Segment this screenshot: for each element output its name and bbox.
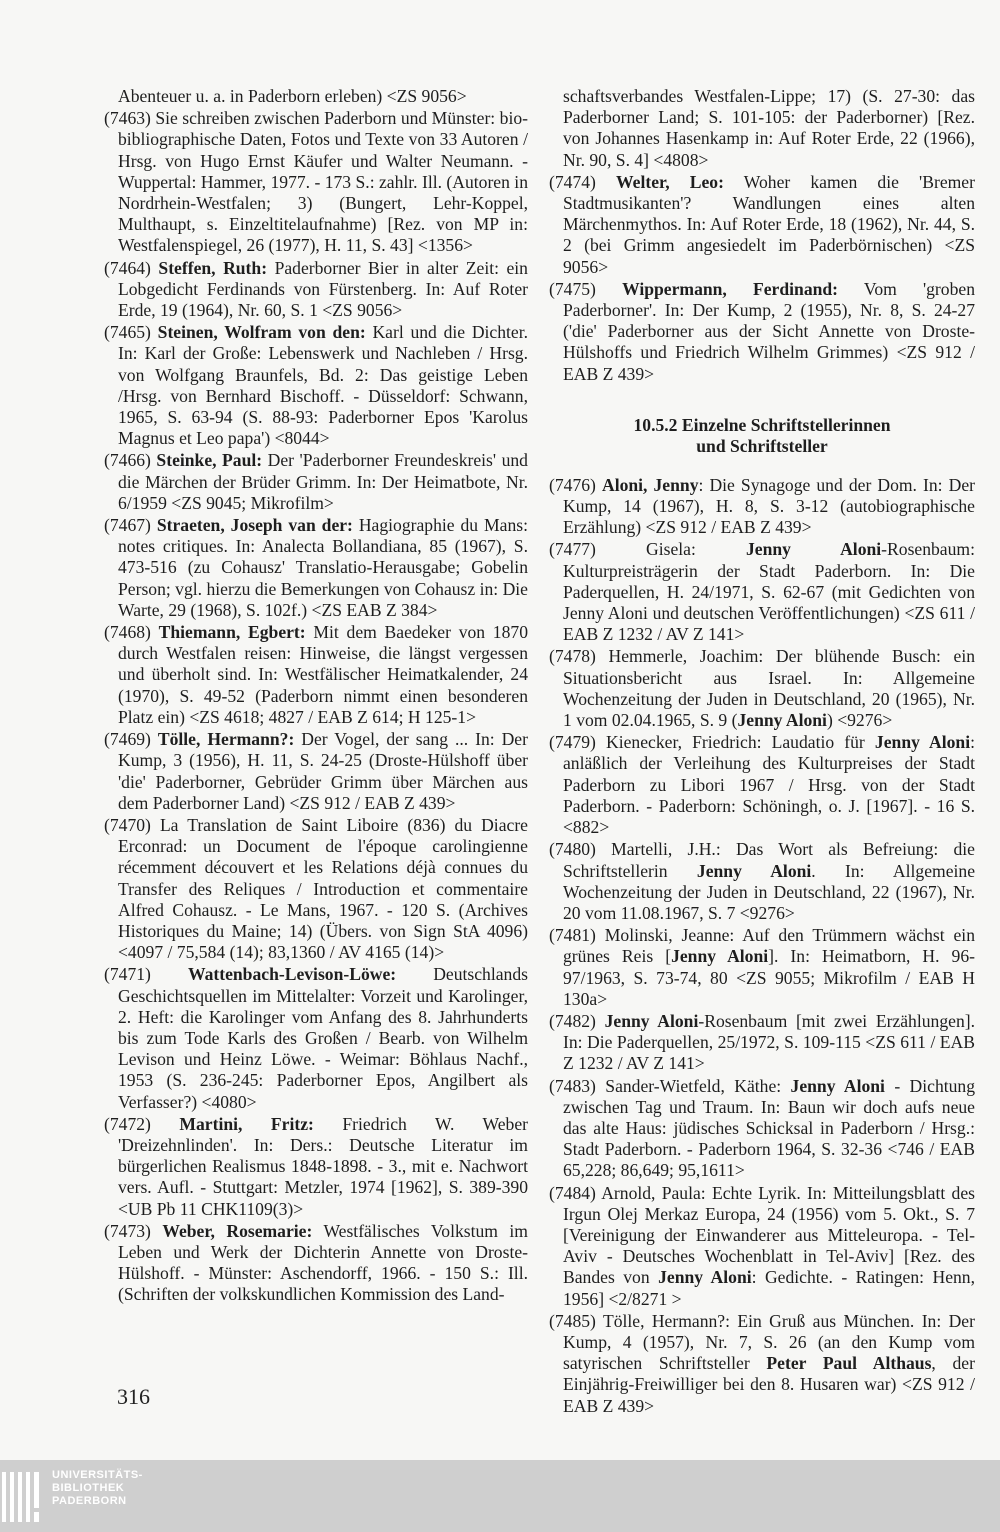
bibliography-entry (104, 1221, 528, 1306)
entry-author: Martini, Fritz: (179, 1113, 314, 1134)
entry-author: Wippermann, Ferdinand: (622, 278, 839, 299)
page-number: 316 (117, 1384, 150, 1409)
entry-number: (7478) (549, 646, 596, 667)
entry-text: Paderborner Bier in alter Zeit: ein Lobgedicht Ferdinands von Fürstenberg. In: Auf Roter Erde, 19 (1964), Nr. 60, S. 1 <ZS 9056> (118, 257, 528, 321)
bibliography-entry (549, 839, 975, 924)
bibliography-entry (549, 925, 975, 1010)
entry-number: (7474) (549, 171, 596, 192)
bibliography-entry (104, 108, 528, 256)
entry-number: (7485) (549, 1310, 596, 1331)
entry-text: Kienecker, Friedrich: Laudatio für Jenny Aloni: anläßlich der Verleihung des Kulturpreises der Stadt Paderborn zu Libori 1967 / Hrsg. von der Stadt Paderborn. - Paderborn: Schöningh, o. J. [1967]. - 16 S. <882> (563, 732, 975, 838)
entry-author: Steinke, Paul: (156, 450, 263, 471)
library-logo-icon (0, 1472, 46, 1522)
entry-author: Thiemann, Egbert: (158, 622, 306, 643)
library-name (52, 1469, 143, 1508)
entry-author: Straeten, Joseph van der: (156, 515, 353, 536)
entry-author: Wattenbach-Levison-Löwe: (187, 964, 397, 985)
entry-text: Der Vogel, der sang ... In: Der Kump, 3 (1956), H. 11, S. 24-25 (Droste-Hülshoff über 'die' Paderborner, Gebrüder Grimm über Märchen aus dem Paderborner Land) <ZS 912 / EAB Z 439> (118, 729, 528, 813)
library-name-line2: BIBLIOTHEK (52, 1482, 125, 1494)
bibliography-entry (549, 539, 975, 645)
entry-number: (7468) (104, 622, 151, 643)
entry-text: Karl und die Dichter. In: Karl der Große: Lebenswerk und Nachleben / Hrsg. von Wolfgang Braunfels, Bd. 2: Das geistige Leben /Hrsg. von Bernhard Bischoff. - Düsseldorf: Schwann, 1965, S. 63-94 (S. 88-93: Paderborner Epos 'Karolus Magnus et Leo papa') <8044> (118, 322, 529, 449)
entry-text: Martelli, J.H.: Das Wort als Befreiung: die Schriftstellerin Jenny Aloni. In: Allgemeine Wochenzeitung der Juden in Deutschland, 22 (1967), Nr. 20 vom 11.08.1967, S. 7 <9276> (563, 839, 975, 923)
entry-number: (7463) (104, 108, 151, 129)
right-column (549, 86, 975, 1418)
bibliography-entry (549, 279, 975, 385)
bibliography-entry (549, 1011, 975, 1075)
right-column-entries-bottom (549, 475, 975, 1417)
section-heading-line1: 10.5.2 Einzelne Schriftstellerinnen (633, 414, 891, 435)
bibliography-entry (104, 729, 528, 814)
entry-text: Woher kamen die 'Bremer Stadtmusikanten'? Wandlungen eines alten Märchenmythos. In: Auf Roter Erde, 18 (1962), Nr. 44, S. 2 (bei Grimm angesiedelt im Paderbörnischen) <ZS 9056> (563, 171, 975, 277)
entry-number: (7473) (104, 1220, 151, 1241)
bibliography-entry (104, 86, 528, 107)
entry-author: Steffen, Ruth: (158, 257, 268, 278)
entry-number: (7472) (104, 1113, 151, 1134)
entry-number: (7466) (104, 450, 151, 471)
entry-number: (7476) (549, 474, 596, 495)
entry-text: Westfälisches Volkstum im Leben und Werk der Dichterin Annette von Droste-Hülshoff. - Münster: Aschendorff, 1966. - 150 S.: Ill. (Schriften der volkskundlichen Kommission des Land- (118, 1220, 528, 1305)
entry-number: (7477) (549, 539, 596, 560)
entry-number: (7469) (104, 729, 151, 750)
bibliography-entry (104, 964, 528, 1112)
entry-text: Friedrich W. Weber 'Dreizehnlinden'. In: Ders.: Deutsche Literatur im bürgerlichen Realismus 1848-1898. - 3., mit e. Nachwort vers. Aufl. - Stuttgart: Metzler, 1974 [1962], S. 389-390 <UB Pb 11 CHK1109(3)> (118, 1113, 529, 1219)
bibliography-entry (104, 258, 528, 322)
entry-text: Jenny Aloni-Rosenbaum [mit zwei Erzählungen]. In: Die Paderquellen, 25/1972, S. 109-115 <ZS 611 / EAB Z 1232 / AV Z 141> (563, 1010, 975, 1074)
bibliography-entry (104, 322, 528, 449)
entry-text: Hemmerle, Joachim: Der blühende Busch: ein Situationsbericht aus Israel. In: Allgemeine Wochenzeitung der Juden in Deutschland, 20 (1965), Nr. 1 vom 02.04.1965, S. 9 (Jenny Aloni) <9276> (563, 646, 976, 731)
bibliography-entry (549, 1183, 975, 1310)
bibliography-entry (104, 450, 528, 514)
entry-text: schaftsverbandes Westfalen-Lippe; 17) (S. 27-30: das Paderborner Land; S. 101-105: der Paderborner) [Rez. von Johannes Hasenkamp in: Auf Roter Erde, 22 (1966), Nr. 90, S. 4] <4808> (563, 86, 975, 170)
entry-number: (7471) (104, 964, 151, 985)
entry-number: (7483) (549, 1075, 596, 1096)
entry-number: (7481) (549, 925, 596, 946)
bibliography-entry (549, 732, 975, 838)
section-heading-line2: und Schriftsteller (696, 435, 828, 456)
entry-number: (7465) (104, 322, 151, 343)
entry-number: (7464) (104, 257, 151, 278)
bibliography-entry (549, 86, 975, 171)
bibliography-entry (549, 646, 975, 731)
entry-author: Welter, Leo: (616, 171, 724, 192)
entry-text: Tölle, Hermann?: Ein Gruß aus München. In: Der Kump, 4 (1957), Nr. 7, S. 26 (an den Kump vom satyrischen Schriftsteller Peter Paul Althaus, der Einjährig-Freiwilliger bei den 8. Husaren war) <ZS 912 / EAB Z 439> (563, 1310, 975, 1416)
left-column (104, 86, 528, 1307)
entry-text: Arnold, Paula: Echte Lyrik. In: Mitteilungsblatt des Irgun Olej Merkaz Europa, 24 (1956) vom 5. Okt., S. 7 [Vereinigung der Einwanderer aus Mitteleuropa. - Tel-Aviv - Deutsches Wochenblatt in Tel-Aviv] [Rez. des Bandes von Jenny Aloni: Gedichte. - Ratingen: Henn, 1956] <2/8271 > (563, 1182, 976, 1309)
entry-number: (7482) (549, 1010, 596, 1031)
entry-number: (7480) (549, 839, 596, 860)
library-footer (0, 1460, 1000, 1532)
entry-number: (7484) (549, 1182, 596, 1203)
entry-author: Tölle, Hermann?: (157, 729, 295, 750)
bibliography-entry (104, 1114, 528, 1220)
entry-number: (7479) (549, 732, 596, 753)
section-heading (549, 415, 975, 457)
library-name-line1: UNIVERSITÄTS- (52, 1469, 143, 1481)
entry-number: (7467) (104, 515, 151, 536)
entry-text: Deutschlands Geschichtsquellen im Mittelalter: Vorzeit und Karolinger, 2. Heft: die Karolinger vom Anfang des 8. Jahrhunderts bis zum Tode Karls des Großen / Bearb. von Wilhelm Levison und Heinz Löwe. - Weimar: Böhlaus Nachf., 1953 (S. 236-245: Paderborner Epos, Angilbert als Verfasser?) <4080> (118, 964, 528, 1112)
entry-text: Vom 'groben Paderborner'. In: Der Kump, 2 (1955), Nr. 8, S. 24-27 ('die' Paderborner aus der Sicht Annette von Droste-Hülshoffs und Friedrich Wilhelm Grimmes) <ZS 912 / EAB Z 439> (563, 278, 975, 384)
entry-text: Sander-Wietfeld, Käthe: Jenny Aloni - Dichtung zwischen Tag und Traum. In: Baun wir doch aufs neue das alte Haus: jüdisches Schicksal in Paderborn / Hrsg.: Stadt Paderborn. - Paderborn 1964, S. 32-36 <746 / EAB 65,228; 86,649; 95,1611> (563, 1075, 976, 1181)
entry-text: Sie schreiben zwischen Paderborn und Münster: bio-bibliographische Daten, Fotos und Texte von 33 Autoren / Hrsg. von Hugo Ernst Käufer und Walter Neumann. - Wuppertal: Hammer, 1977. - 173 S.: zahlr. Ill. (Autoren in Nordrhein-Westfalen; 3) (Bungert, Lehr-Koppel, Multhaupt, s. Einzeltitelaufnahme) [Rez. von MP in: Westfalenspiegel, 26 (1977), H. 11, S. 43] <1356> (118, 108, 528, 256)
bibliography-entry (104, 622, 528, 728)
bibliography-entry (549, 1311, 975, 1417)
bibliography-entry (549, 475, 975, 539)
entry-text: Gisela: Jenny Aloni-Rosenbaum: Kulturpreisträgerin der Stadt Paderborn. In: Die Paderquellen, H. 24/1971, S. 62-67 (mit Gedichten von Jenny Aloni und deutschen Veröffentlichungen) <ZS 611 / EAB Z 1232 / AV Z 141> (563, 539, 975, 645)
entry-text: Abenteuer u. a. in Paderborn erleben) <ZS 9056> (118, 86, 467, 106)
library-name-line3: PADERBORN (52, 1495, 127, 1507)
entry-text: Hagiographie du Mans: notes critiques. In: Analecta Bollandiana, 85 (1967), S. 473-516 (zu Cohausz' Translatio-Herausgabe; Gobelin Person; vgl. hierzu die Bemerkungen von Cohausz in: Die Warte, 29 (1968), S. 102f.) <ZS EAB Z 384> (118, 515, 528, 620)
entry-text: Molinski, Jeanne: Auf den Trümmern wächst ein grünes Reis [Jenny Aloni]. In: Heimatborn, H. 96-97/1963, S. 73-74, 80 <ZS 9055; Mikrofilm / EAB H 130a> (563, 925, 975, 1009)
entry-number: (7470) (104, 814, 151, 835)
bibliography-entry (104, 815, 528, 963)
bibliography-entry (549, 172, 975, 278)
bibliography-entry (549, 1076, 975, 1182)
entry-author: Steinen, Wolfram von den: (157, 322, 366, 343)
entry-text: Der 'Paderborner Freundeskreis' und die Märchen der Brüder Grimm. In: Der Heimatbote, Nr. 6/1959 <ZS 9045; Mikrofilm> (118, 450, 528, 513)
entry-number: (7475) (549, 278, 596, 299)
right-column-entries-top (549, 86, 975, 385)
entry-text: Mit dem Baedeker von 1870 durch Westfalen reisen: Hinweise, die längst vergessen und überholt sind. In: Westfälischer Heimatkalender, 24 (1970), S. 49-52 (Paderborn nimmt einen besonderen Platz ein) <ZS 4618; 4827 / EAB Z 614; H 125-1> (118, 622, 528, 727)
entry-text: La Translation de Saint Liboire (836) du Diacre Erconrad: un Document de l'époque carolingienne récemment découvert et les Relations déjà connues du Transfer des Reliques / Introduction et commentaire Alfred Cohausz. - Le Mans, 1967. - 120 S. (Archives Historiques du Maine; 14) (Übers. von Sign StA 4096) <4097 / 75,584 (14); 83,1360 / AV 4165 (14)> (118, 814, 528, 963)
entry-text: Aloni, Jenny: Die Synagoge und der Dom. In: Der Kump, 14 (1967), H. 8, S. 3-12 (autobiographische Erzählung) <ZS 912 / EAB Z 439> (563, 474, 976, 538)
entry-author: Weber, Rosemarie: (162, 1220, 313, 1241)
bibliography-entry (104, 515, 528, 621)
